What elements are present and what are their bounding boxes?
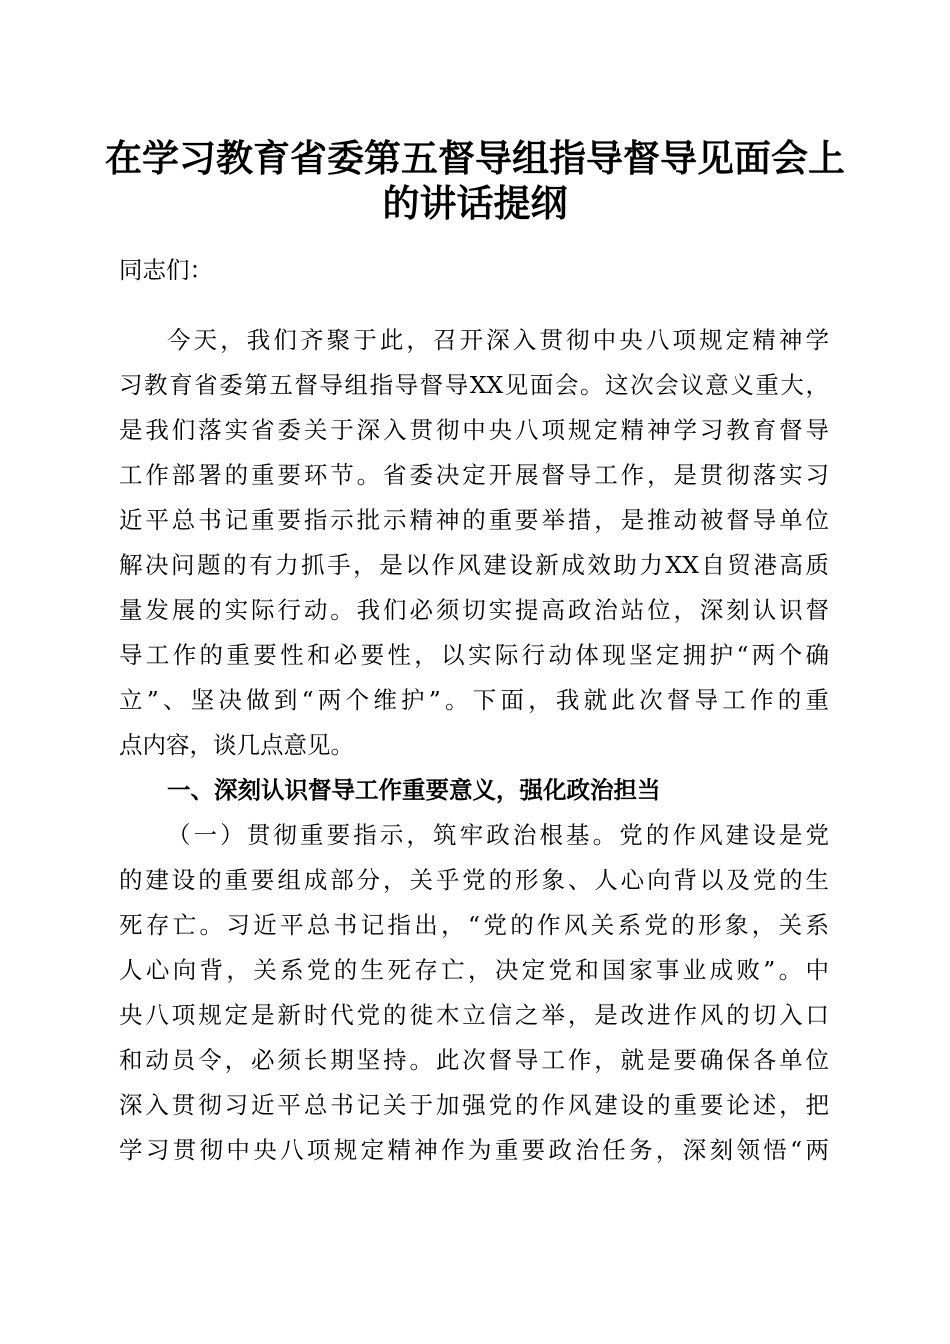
paragraph-line: 深入贯彻习近平总书记关于加强党的作风建设的重要论述，把 bbox=[119, 1091, 829, 1119]
paragraph-line: 是我们落实省委关于深入贯彻中央八项规定精神学习教育督导 bbox=[119, 416, 829, 444]
paragraph-line: 人心向背，关系党的生死存亡，决定党和国家事业成败”。中 bbox=[119, 956, 829, 984]
paragraph-line: 近平总书记重要指示批示精神的重要举措，是推动被督导单位 bbox=[119, 506, 829, 534]
paragraph-line: 工作部署的重要环节。省委决定开展督导工作，是贯彻落实习 bbox=[119, 461, 829, 489]
salutation: 同志们： bbox=[119, 256, 213, 284]
document-title bbox=[0, 136, 950, 226]
paragraph-line: 习教育省委第五督导组指导督导XX见面会。这次会议意义重大， bbox=[119, 371, 829, 399]
paragraph-line: 央八项规定是新时代党的徙木立信之举，是改进作风的切入口 bbox=[119, 1001, 829, 1029]
paragraph-line: 导工作的重要性和必要性，以实际行动体现坚定拥护“两个确 bbox=[119, 641, 829, 669]
section-heading: 一、深刻认识督导工作重要意义，强化政治担当 bbox=[167, 776, 661, 804]
paragraph-line: 学习贯彻中央八项规定精神作为重要政治任务，深刻领悟“两 bbox=[119, 1136, 829, 1164]
paragraph-line: （一）贯彻重要指示，筑牢政治根基。党的作风建设是党 bbox=[167, 821, 829, 849]
paragraph-line: 立”、坚决做到“两个维护”。下面，我就此次督导工作的重 bbox=[119, 686, 829, 714]
paragraph-line: 解决问题的有力抓手，是以作风建设新成效助力XX自贸港高质 bbox=[119, 551, 829, 579]
paragraph-line: 死存亡。习近平总书记指出，“党的作风关系党的形象，关系 bbox=[119, 911, 829, 939]
title-line-2: 的讲话提纲 bbox=[382, 181, 568, 225]
title-line-1: 在学习教育省委第五督导组指导督导见面会上 bbox=[105, 136, 845, 180]
paragraph-line: 今天，我们齐聚于此，召开深入贯彻中央八项规定精神学 bbox=[167, 326, 829, 354]
paragraph-line: 的建设的重要组成部分，关乎党的形象、人心向背以及党的生 bbox=[119, 866, 829, 894]
paragraph-line: 量发展的实际行动。我们必须切实提高政治站位，深刻认识督 bbox=[119, 596, 829, 624]
paragraph-line: 和动员令，必须长期坚持。此次督导工作，就是要确保各单位 bbox=[119, 1046, 829, 1074]
paragraph-line: 点内容，谈几点意见。 bbox=[119, 731, 354, 759]
